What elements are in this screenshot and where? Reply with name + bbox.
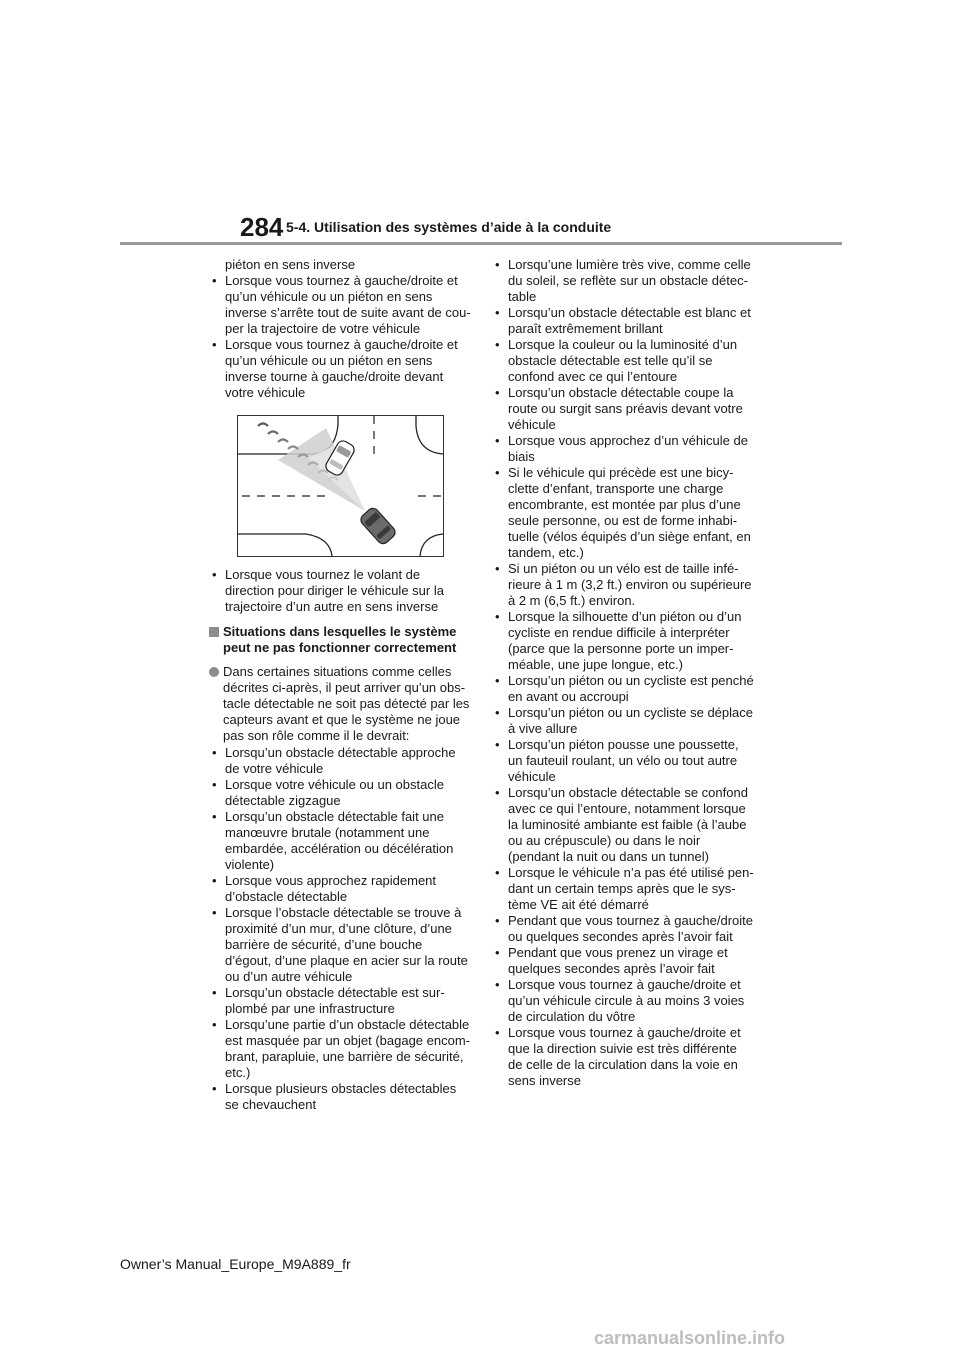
footer-manual-name: Owner’s Manual_Europe_M9A889_fr [120,1256,351,1272]
list-item: • Lorsqu’un obstacle détectable est blanc et paraît extrêmement brillant [492,305,754,337]
list-item: • Pendant que vous prenez un virage et quelques secondes après l’avoir fait [492,945,754,977]
list-item: • Lorsqu’une partie d’un obstacle détectable est masquée par un objet (bagage encom-brant, parapluie, une barrière de sécurité, etc.) [209,1017,471,1081]
list-item: • Lorsque la couleur ou la luminosité d’un obstacle détectable est telle qu’il se confond avec ce qui l’entoure [492,337,754,385]
list-item: • Lorsque vous tournez à gauche/droite et qu’un véhicule ou un piéton en sens inverse tourne à gauche/droite devant votre véhicule [209,337,471,401]
left-column [209,257,471,1113]
list-item: • Lorsque plusieurs obstacles détectables se chevauchent [209,1081,471,1113]
list-item: • Si un piéton ou un vélo est de taille infé-rieure à 1 m (3,2 ft.) environ ou supérieure à 2 m (6,5 ft.) environ. [492,561,754,609]
section-title: 5-4. Utilisation des systèmes d’aide à la conduite [286,219,612,235]
situations-list [209,745,471,1113]
left-top-list [209,273,471,401]
square-marker-icon [209,627,219,637]
watermark: carmanualsonline.info [594,1328,786,1348]
list-item: • Lorsqu’un piéton ou un cycliste se déplace à vive allure [492,705,754,737]
continuation-text: piéton en sens inverse [225,257,356,272]
list-item: • Lorsqu’un obstacle détectable coupe la route ou surgit sans préavis devant votre véhicule [492,385,754,433]
list-item: • Pendant que vous tournez à gauche/droite ou quelques secondes après l’avoir fait [492,913,754,945]
list-item: • Lorsque la silhouette d’un piéton ou d’un cycliste en rendue difficile à interpréter (parce que la personne porte un imper-méable, une jupe longue, etc.) [492,609,754,673]
list-item: • Lorsque vous tournez à gauche/droite et que la direction suivie est très différente de celle de la circulation dans la voie en sens inverse [492,1025,754,1089]
right-column [492,257,754,1089]
list-item: • Lorsqu’un obstacle détectable fait une manœuvre brutale (notamment une embardée, accélération ou décélération violente) [209,809,471,873]
list-item: • Lorsqu’un obstacle détectable est sur-plombé par une infrastructure [209,985,471,1017]
list-item: • Lorsque vous approchez rapidement d’obstacle détectable [209,873,471,905]
intersection-diagram [238,416,443,556]
list-item: • Lorsque vous tournez à gauche/droite et qu’un véhicule ou un piéton en sens inverse s’arrête tout de suite avant de cou-per la trajectoire de votre véhicule [209,273,471,337]
right-situations-list [492,257,754,1089]
page-number: 284 [240,212,284,242]
list-item: • Lorsqu’un piéton pousse une poussette, un fauteuil roulant, un vélo ou tout autre véhicule [492,737,754,785]
list-item: • Lorsque le véhicule n’a pas été utilisé pen-dant un certain temps après que le sys-tème VE ait été démarré [492,865,754,913]
list-item: • Lorsque l’obstacle détectable se trouve à proximité d’un mur, d’une clôture, d’une barrière de sécurité, d’une bouche d’égout, d’une plaque en acier sur la route ou d’un autre véhicule [209,905,471,985]
list-item: • Lorsqu’un piéton ou un cycliste est penché en avant ou accroupi [492,673,754,705]
list-item: • Si le véhicule qui précède est une bicy-clette d’enfant, transporte une charge encombrante, est montée par plus d’une seule personne, ou est de forme inhabi-tuelle (vélos équipés d’un siège enfant, en tandem, etc.) [492,465,754,561]
section-heading: Situations dans lesquelles le système peut ne pas fonctionner correctement [209,624,471,656]
list-item: • Lorsque vous approchez d’un véhicule de biais [492,433,754,465]
header-rule [120,242,842,245]
left-after-figure-list [209,567,471,615]
list-item: • Lorsque vous tournez à gauche/droite et qu’un véhicule circule à au moins 3 voies de circulation du vôtre [492,977,754,1025]
list-item: • Lorsque votre véhicule ou un obstacle détectable zigzague [209,777,471,809]
list-item: • Lorsqu’une lumière très vive, comme celle du soleil, se reflète sur un obstacle détec-table [492,257,754,305]
intro-paragraph: Dans certaines situations comme celles décrites ci-après, il peut arriver qu’un obs-tacle détectable ne soit pas détecté par les capteurs avant et que le système ne joue pas son rôle comme il le devrait: [209,664,471,744]
intersection-illustration [237,415,444,557]
list-item: • Lorsque vous tournez le volant de direction pour diriger le véhicule sur la trajectoire d’un autre en sens inverse [209,567,471,615]
circle-marker-icon [209,667,219,677]
list-item: • Lorsqu’un obstacle détectable approche de votre véhicule [209,745,471,777]
list-item: • Lorsqu’un obstacle détectable se confond avec ce qui l’entoure, notamment lorsque la luminosité ambiante est faible (à l’aube ou au crépuscule) ou dans le noir (pendant la nuit ou dans un tunnel) [492,785,754,865]
